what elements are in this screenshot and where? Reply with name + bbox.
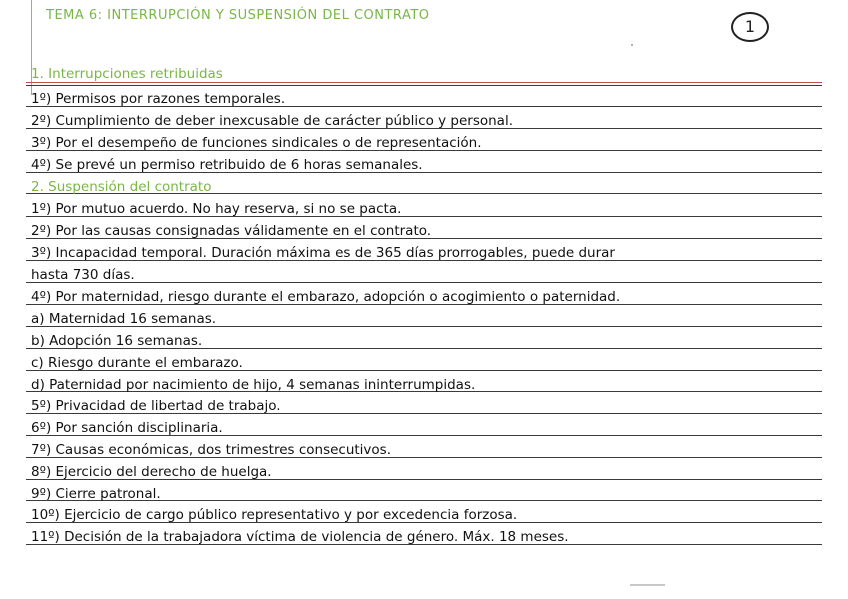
ink-dot bbox=[631, 44, 633, 46]
page-title: TEMA 6: INTERRUPCIÓN Y SUSPENSIÓN DEL CONTRATO bbox=[46, 8, 430, 23]
section-heading: 1. Interrupciones retribuidas bbox=[31, 66, 223, 82]
note-line: hasta 730 días. bbox=[31, 267, 135, 283]
note-line: a) Maternidad 16 semanas. bbox=[31, 311, 217, 327]
note-line: 4º) Se prevé un permiso retribuido de 6 horas semanales. bbox=[31, 157, 423, 173]
note-line: d) Paternidad por nacimiento de hijo, 4 semanas ininterrumpidas. bbox=[31, 377, 476, 393]
ruled-line bbox=[26, 85, 822, 86]
note-line: 2º) Por las causas consignadas válidamente en el contrato. bbox=[31, 223, 432, 239]
note-line: 3º) Por el desempeño de funciones sindicales o de representación. bbox=[31, 135, 482, 151]
note-line: 11º) Decisión de la trabajadora víctima de violencia de género. Máx. 18 meses. bbox=[31, 529, 569, 545]
note-line: 10º) Ejercicio de cargo público representativo y por excedencia forzosa. bbox=[31, 507, 518, 523]
note-line: b) Adopción 16 semanas. bbox=[31, 333, 203, 349]
note-line: 1º) Por mutuo acuerdo. No hay reserva, si no se pacta. bbox=[31, 201, 402, 217]
note-line: 7º) Causas económicas, dos trimestres consecutivos. bbox=[31, 442, 391, 458]
footer-mark bbox=[630, 584, 665, 586]
note-line: 3º) Incapacidad temporal. Duración máxima es de 365 días prorrogables, puede durar bbox=[31, 245, 615, 261]
note-line: c) Riesgo durante el embarazo. bbox=[31, 355, 243, 371]
page-number: 1 bbox=[731, 12, 769, 42]
note-line: 4º) Por maternidad, riesgo durante el embarazo, adopción o acogimiento o paternidad. bbox=[31, 289, 621, 305]
note-line: 9º) Cierre patronal. bbox=[31, 486, 161, 502]
note-line: 2º) Cumplimiento de deber inexcusable de carácter público y personal. bbox=[31, 113, 513, 129]
note-line: 1º) Permisos por razones temporales. bbox=[31, 91, 286, 107]
ruled-line bbox=[26, 82, 822, 83]
note-line: 5º) Privacidad de libertad de trabajo. bbox=[31, 398, 281, 414]
note-line: 8º) Ejercicio del derecho de huelga. bbox=[31, 464, 272, 480]
section-heading: 2. Suspensión del contrato bbox=[31, 179, 212, 195]
ruled-line bbox=[26, 282, 822, 283]
note-line: 6º) Por sanción disciplinaria. bbox=[31, 420, 223, 436]
